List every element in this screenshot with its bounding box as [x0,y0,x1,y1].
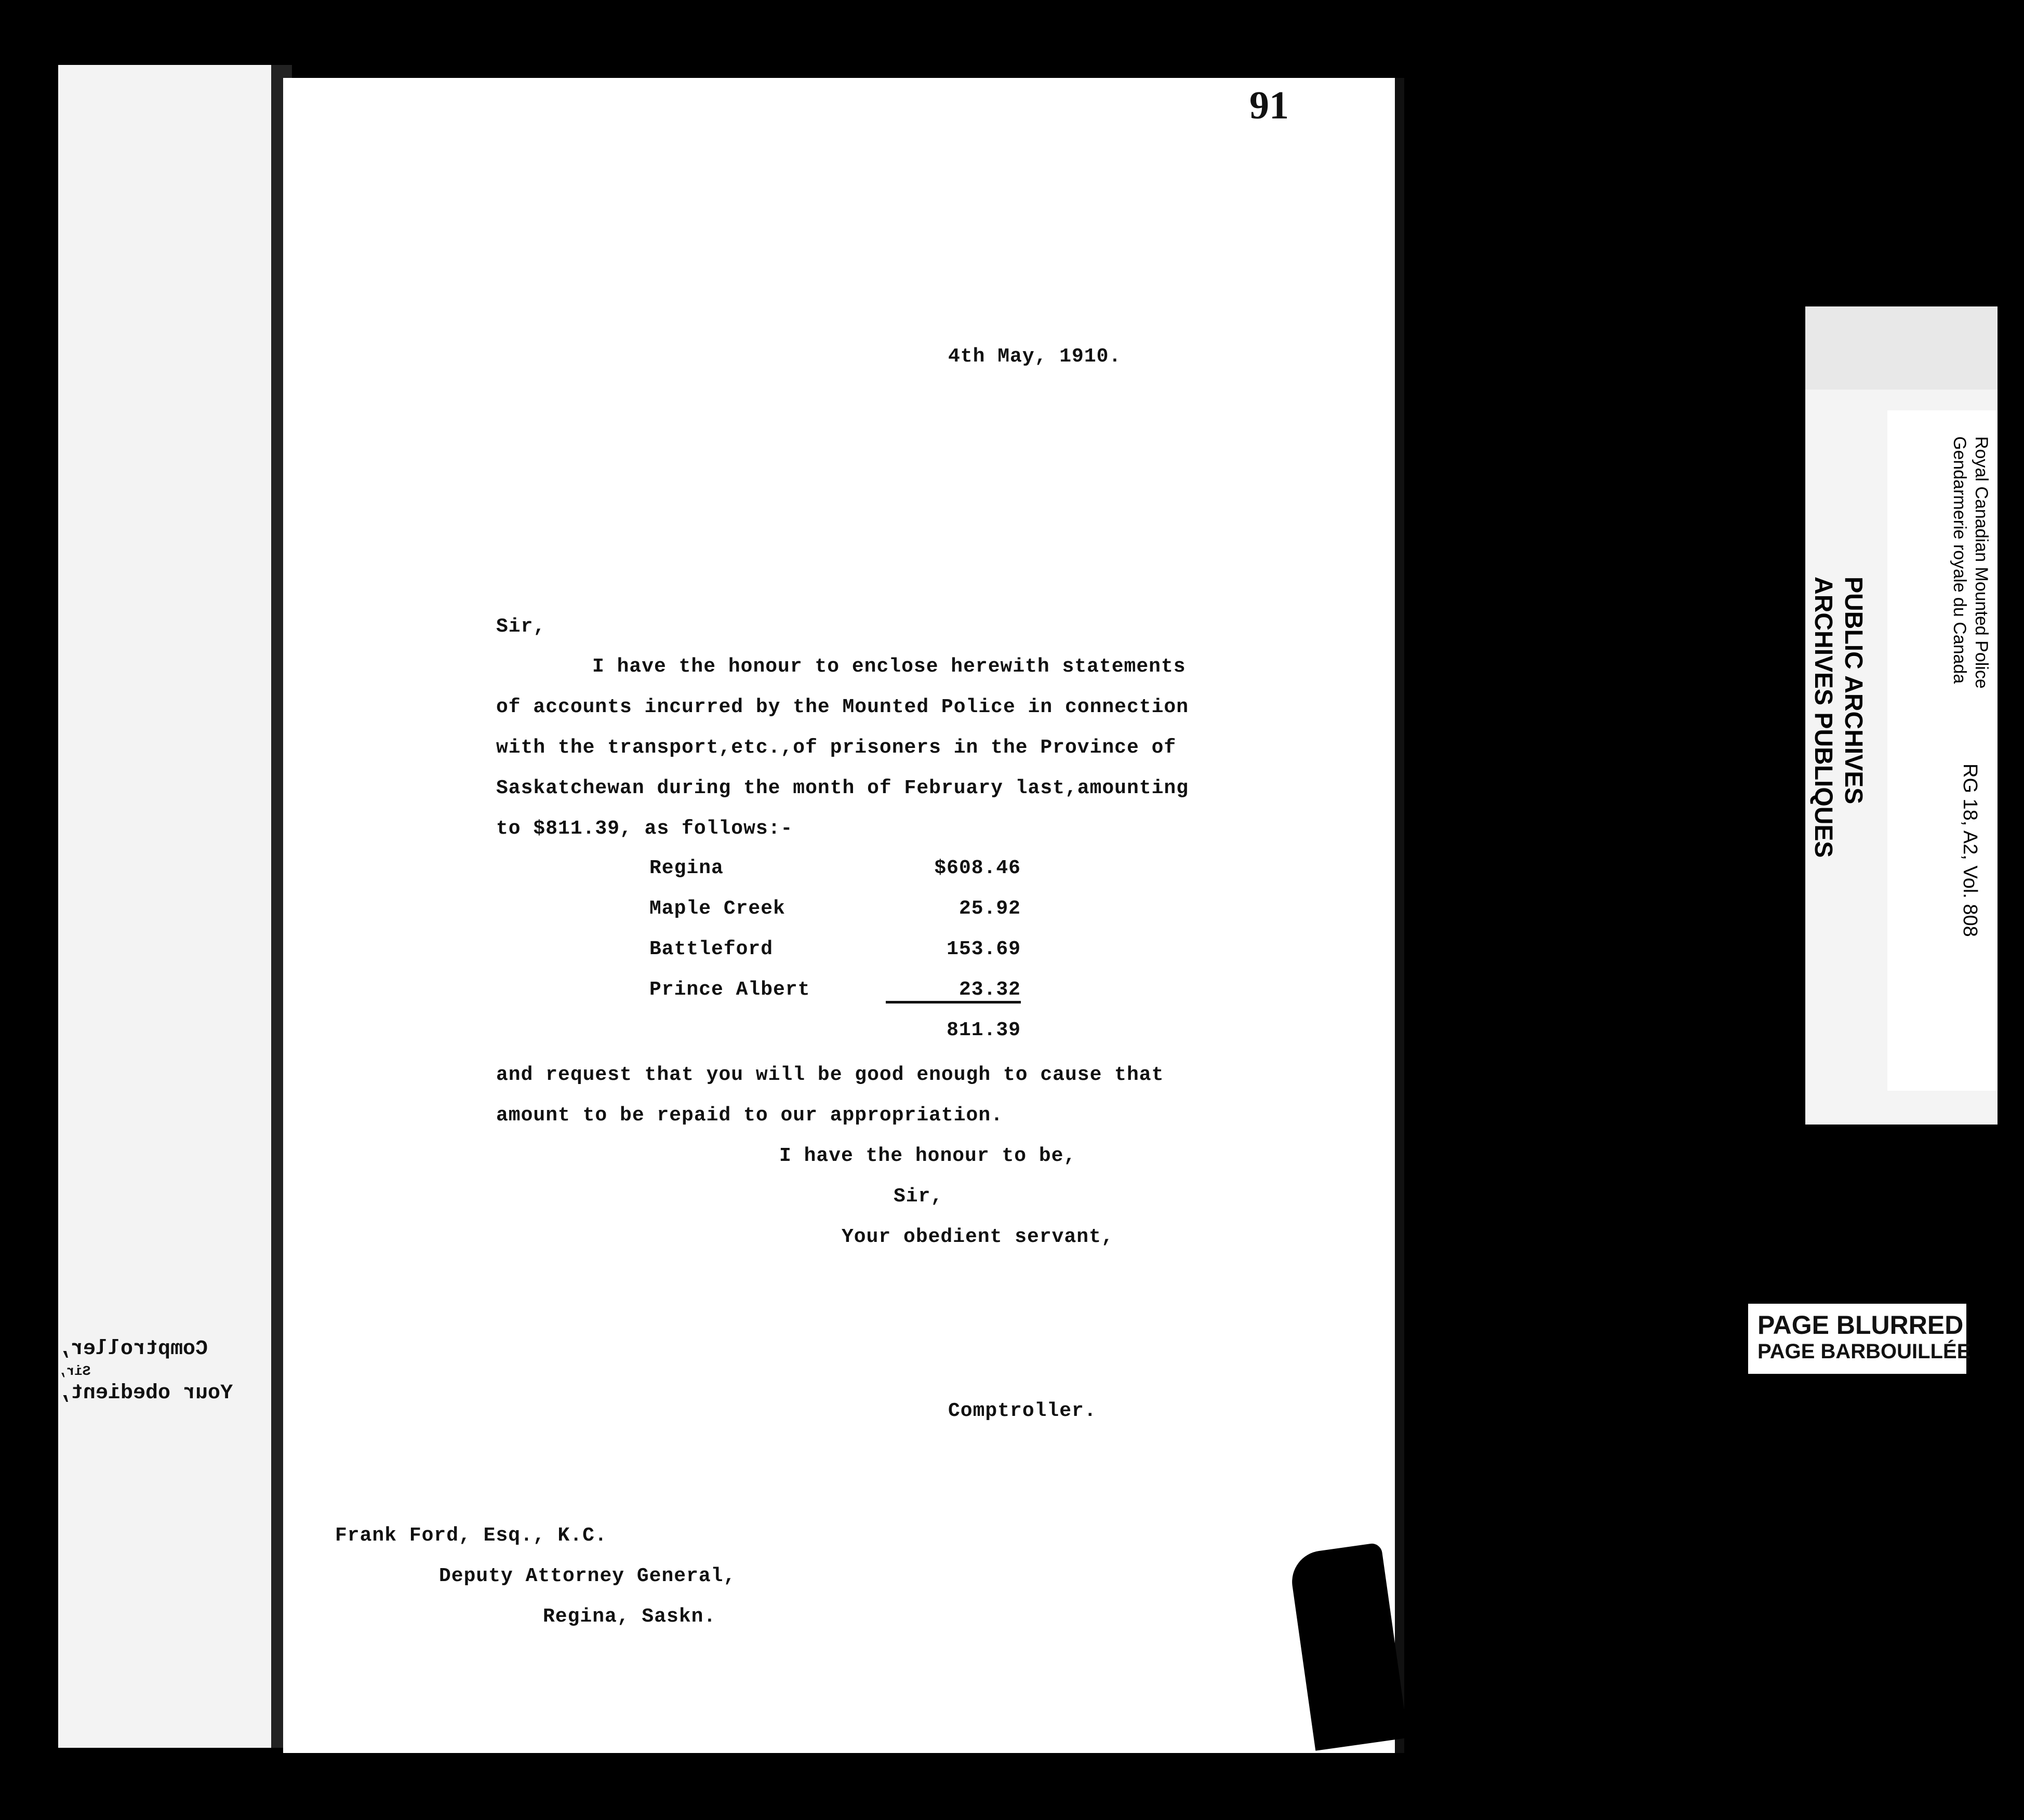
addressee-name: Frank Ford, Esq., K.C. [335,1524,607,1547]
sign-off-line-3: Your obedient servant, [842,1226,1114,1248]
account-amount: 153.69 [947,938,1021,960]
archive-label-line-1: PUBLIC ARCHIVES [1840,577,1867,805]
sign-off-line-2: Sir, [894,1185,943,1208]
binder-page [58,65,271,1748]
page-number: 91 [1249,84,1289,127]
closing-line-2: amount to be repaid to our appropriation. [496,1104,1003,1127]
salutation: Sir, [496,615,546,638]
archive-label-tab [1887,410,1998,1091]
agency-name-fr: Gendarmerie royale du Canada [1950,436,1969,684]
accounts-total: 811.39 [947,1019,1021,1041]
addressee-location: Regina, Saskn. [543,1605,716,1628]
addressee-position: Deputy Attorney General, [439,1565,736,1587]
signature-title: Comptroller. [948,1400,1097,1422]
body-line-3: with the transport,etc.,of prisoners in the Province of [496,737,1177,759]
account-place: Regina [649,857,724,879]
account-amount: 25.92 [958,898,1021,920]
account-place: Battleford [649,938,774,960]
account-place: Prince Albert [649,979,810,1001]
archive-label-line-3: CANADA [1779,660,1807,768]
binder-mirrored-text-1: Comptroller, [58,1337,208,1361]
page-blurred-stamp [1748,1304,1971,1374]
corner-shadow [1288,1542,1408,1750]
body-line-5: to $811.39, as follows:- [496,818,793,840]
account-place: Maple Creek [649,898,785,920]
archive-label [1779,306,1998,1125]
binder-mirrored-text-2: Sir, [58,1363,91,1379]
account-amount: 23.32 [886,979,1021,1003]
closing-line-1: and request that you will be good enough to cause that [496,1064,1164,1086]
archive-label-line-2: ARCHIVES PUBLIQUES [1809,577,1837,858]
archive-reference: RG 18, A2, Vol. 808 [1959,764,1981,937]
body-line-4: Saskatchewan during the month of February last,amounting [496,777,1189,799]
account-amount: $608.46 [934,857,1021,879]
letter-date: 4th May, 1910. [948,345,1122,368]
letter-page [283,78,1404,1753]
body-line-1: I have the honour to enclose herewith statements [592,655,1186,678]
agency-name-en: Royal Canadian Mounted Police [1972,436,1991,689]
binder-mirrored-text-3: Your obedient, [58,1382,233,1405]
archive-label-top [1805,306,1998,390]
sign-off-line-1: I have the honour to be, [779,1145,1076,1167]
body-line-2: of accounts incurred by the Mounted Police in connection [496,696,1189,718]
stamp-line-1: PAGE BLURRED [1757,1310,1964,1340]
stamp-line-2: PAGE BARBOUILLÉE [1757,1340,1971,1363]
